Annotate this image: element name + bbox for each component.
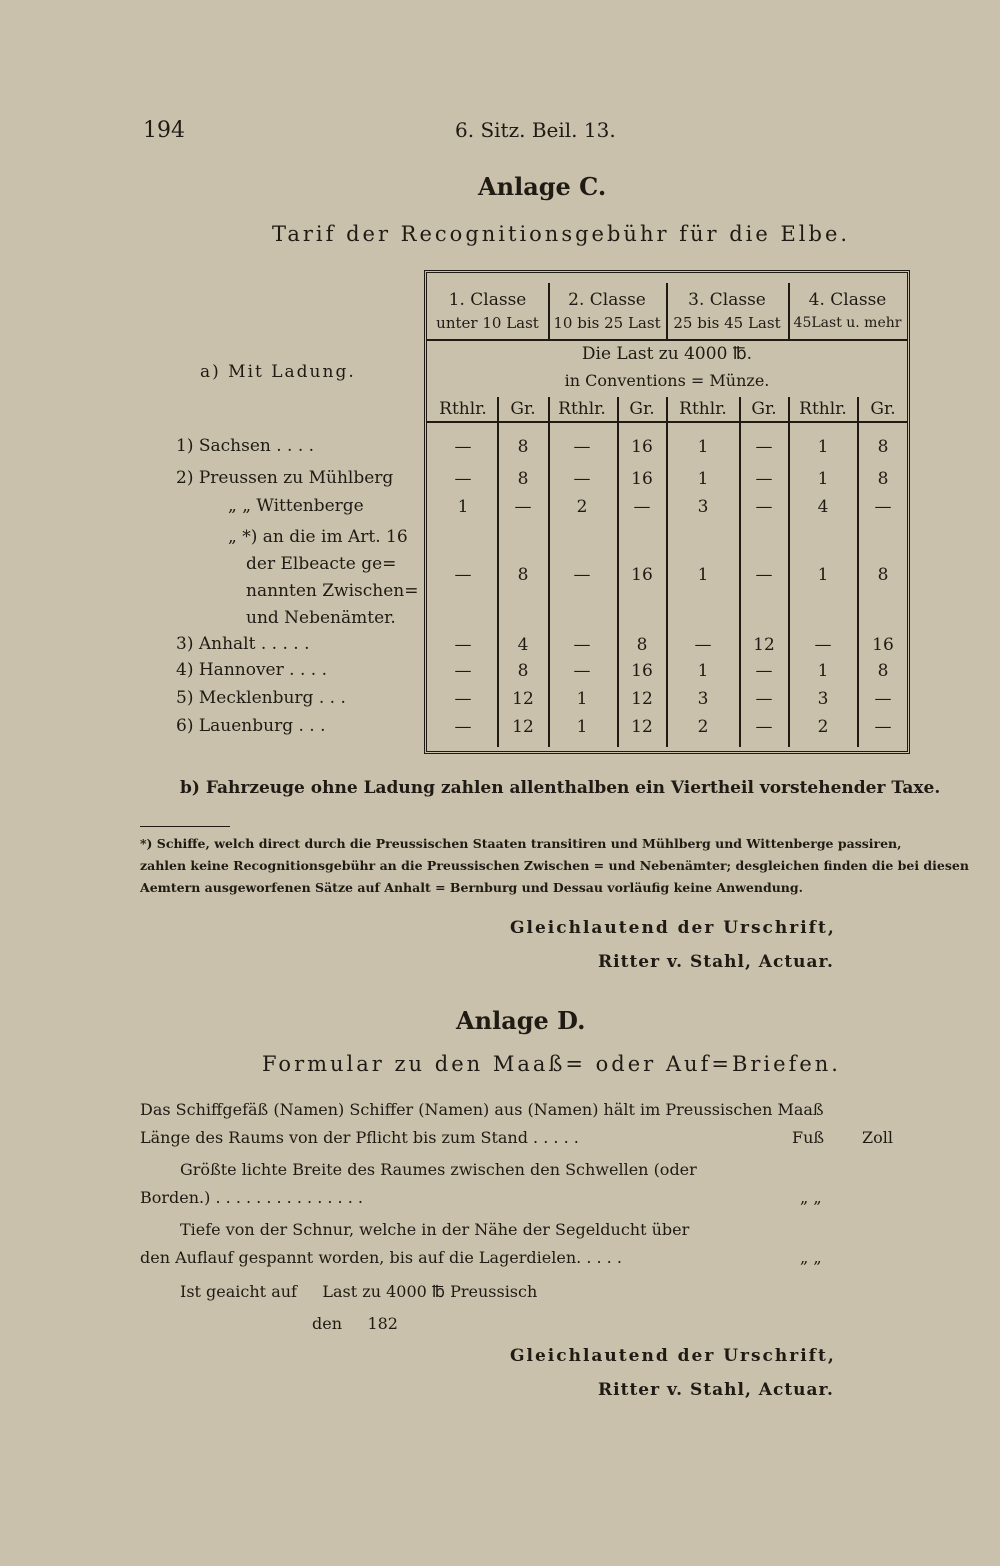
row-label-wittenberge: „ „ Wittenberge [228, 496, 364, 516]
table-cell: — [874, 689, 892, 709]
form-line: Größte lichte Breite des Raumes zwischen den Schwellen (oder [180, 1160, 697, 1179]
anlage-d-subtitle: Formular zu den Maaß= oder Auf=Briefen. [262, 1052, 841, 1076]
signature-line-2: Ritter v. Stahl, Actuar. [598, 952, 834, 972]
table-cell: — [755, 689, 773, 709]
form-line: den Auflauf gespannt worden, bis auf die Lagerdielen. . . . . [140, 1248, 622, 1267]
table-cell: — [874, 497, 892, 517]
class-range: 45Last u. mehr [793, 315, 902, 331]
class-range: 25 bis 45 Last [673, 314, 781, 332]
table-cell: 16 [631, 469, 653, 489]
table-cell: 16 [872, 635, 894, 655]
table-cell: — [454, 689, 472, 709]
form-line: Borden.) . . . . . . . . . . . . . . . [140, 1188, 363, 1207]
table-cell: 8 [877, 469, 889, 489]
table-cell: 8 [636, 635, 648, 655]
footnote-line: Aemtern ausgeworfenen Sätze auf Anhalt = Bernburg und Dessau vorläufig keine Anwendung. [140, 880, 803, 895]
table-cell: 1 [697, 469, 709, 489]
table-cell: — [573, 469, 591, 489]
section-a-heading: a) Mit Ladung. [200, 362, 356, 382]
table-cell: 8 [517, 661, 529, 681]
form-line: Tiefe von der Schnur, welche in der Nähe der Segelducht über [180, 1220, 690, 1239]
signature-line-1: Gleichlautend der Urschrift, [510, 1346, 836, 1366]
footnote-line: *) Schiffe, welch direct durch die Preussischen Staaten transitiren und Mühlberg und Wittenberge passiren, [140, 836, 902, 851]
table-cell: — [514, 497, 532, 517]
row-label-mecklenburg: 5) Mecklenburg . . . [176, 688, 346, 708]
table-cell: 1 [817, 565, 829, 585]
table-cell: 1 [697, 661, 709, 681]
table-cell: — [755, 469, 773, 489]
table-cell: 4 [817, 497, 829, 517]
class-range: 10 bis 25 Last [553, 314, 661, 332]
table-cell: 12 [512, 717, 534, 737]
table-cell: — [454, 717, 472, 737]
table-cell: 1 [817, 661, 829, 681]
anlage-c-title: Anlage C. [478, 172, 607, 201]
table-cell: 16 [631, 661, 653, 681]
table-cell: 2 [817, 717, 829, 737]
class-name: 1. Classe [448, 290, 527, 310]
table-cell: 1 [817, 469, 829, 489]
table-cell: 8 [517, 565, 529, 585]
col-gr: Gr. [629, 399, 655, 419]
table-cell: 4 [517, 635, 529, 655]
table-cell: — [573, 565, 591, 585]
unit-fuss: Fuß [792, 1128, 825, 1147]
table-cell: 8 [877, 437, 889, 457]
col-gr: Gr. [510, 399, 536, 419]
label-line: und Nebenämter. [246, 608, 396, 628]
table-cell: — [633, 497, 651, 517]
row-label-preussen-muehlberg: 2) Preussen zu Mühlberg [176, 468, 394, 488]
section-b-text: b) Fahrzeuge ohne Ladung zahlen allenthalben ein Viertheil vorstehender Taxe. [180, 778, 941, 798]
table-cell: 16 [631, 565, 653, 585]
page-number: 194 [143, 118, 185, 143]
running-head: 6. Sitz. Beil. 13. [455, 118, 616, 142]
table-cell: 16 [631, 437, 653, 457]
table-cell: 12 [512, 689, 534, 709]
table-cell: — [874, 717, 892, 737]
class-name: 2. Classe [568, 290, 646, 310]
class-1-header [427, 289, 548, 335]
class-4-header [788, 289, 907, 335]
tariff-table [424, 270, 910, 754]
table-cell: — [755, 565, 773, 585]
table-cell: 1 [817, 437, 829, 457]
table-cell: 12 [631, 717, 653, 737]
table-cell: 8 [877, 565, 889, 585]
row-label-lauenburg: 6) Lauenburg . . . [176, 716, 326, 736]
table-cell: — [573, 635, 591, 655]
table-cell: — [755, 717, 773, 737]
table-cell: 8 [517, 469, 529, 489]
table-cell: — [755, 497, 773, 517]
col-rthlr: Rthlr. [558, 399, 606, 419]
form-line: Ist geaicht auf Last zu 4000 ℔ Preussisch [180, 1282, 538, 1301]
row-label-zwischenaemter [228, 524, 418, 632]
table-cell: — [454, 565, 472, 585]
unit-zoll: Zoll [862, 1128, 893, 1147]
class-3-header [666, 289, 788, 335]
table-cell: — [573, 437, 591, 457]
table-cell: 12 [753, 635, 775, 655]
row-label-anhalt: 3) Anhalt . . . . . [176, 634, 310, 654]
table-cell: 1 [576, 689, 588, 709]
table-cell: 3 [697, 497, 709, 517]
unit-line-2: in Conventions = Münze. [564, 371, 770, 390]
table-cell: — [454, 661, 472, 681]
table-cell: 2 [576, 497, 588, 517]
table-cell: — [755, 661, 773, 681]
table-cell: — [454, 437, 472, 457]
table-cell: 1 [576, 717, 588, 737]
col-rthlr: Rthlr. [799, 399, 847, 419]
col-rthlr: Rthlr. [679, 399, 727, 419]
table-cell: 8 [517, 437, 529, 457]
anlage-d-title: Anlage D. [456, 1006, 586, 1035]
footnote-rule [140, 826, 230, 827]
table-cell: 3 [697, 689, 709, 709]
table-cell: 1 [697, 565, 709, 585]
col-gr: Gr. [751, 399, 777, 419]
table-cell: 3 [817, 689, 829, 709]
anlage-c-subtitle: Tarif der Recognitionsgebühr für die Elbe. [272, 222, 851, 246]
unit-line-1: Die Last zu 4000 ℔. [581, 344, 753, 364]
signature-line-1: Gleichlautend der Urschrift, [510, 918, 836, 938]
row-label-hannover: 4) Hannover . . . . [176, 660, 327, 680]
table-cell: — [814, 635, 832, 655]
table-cell: 12 [631, 689, 653, 709]
table-cell: 1 [457, 497, 469, 517]
class-2-header [548, 289, 666, 335]
table-cell: — [573, 661, 591, 681]
table-cell: — [454, 635, 472, 655]
form-line: Länge des Raums von der Pflicht bis zum Stand . . . . . [140, 1128, 579, 1147]
table-cell: — [755, 437, 773, 457]
class-name: 3. Classe [688, 290, 766, 310]
ditto-marks: „ „ [800, 1248, 822, 1267]
table-cell: 2 [697, 717, 709, 737]
table-cell: 8 [877, 661, 889, 681]
col-rthlr: Rthlr. [439, 399, 487, 419]
table-cell: 1 [697, 437, 709, 457]
footnote-line: zahlen keine Recognitionsgebühr an die Preussischen Zwischen = und Nebenämter; desgleichen finden die bei diesen [140, 858, 969, 873]
class-range: unter 10 Last [436, 314, 539, 332]
form-line: Das Schiffgefäß (Namen) Schiffer (Namen) aus (Namen) hält im Preussischen Maaß [140, 1100, 824, 1119]
label-line: „ *) an die im Art. 16 [228, 527, 408, 547]
col-gr: Gr. [870, 399, 896, 419]
label-line: der Elbeacte ge= [246, 554, 397, 574]
label-line: nannten Zwischen= [246, 581, 419, 601]
row-label-sachsen: 1) Sachsen . . . . [176, 436, 315, 456]
signature-line-2: Ritter v. Stahl, Actuar. [598, 1380, 834, 1400]
ditto-marks: „ „ [800, 1188, 822, 1207]
table-cell: — [454, 469, 472, 489]
class-name: 4. Classe [808, 290, 887, 310]
form-line: den 182 [312, 1314, 398, 1333]
table-cell: — [694, 635, 712, 655]
